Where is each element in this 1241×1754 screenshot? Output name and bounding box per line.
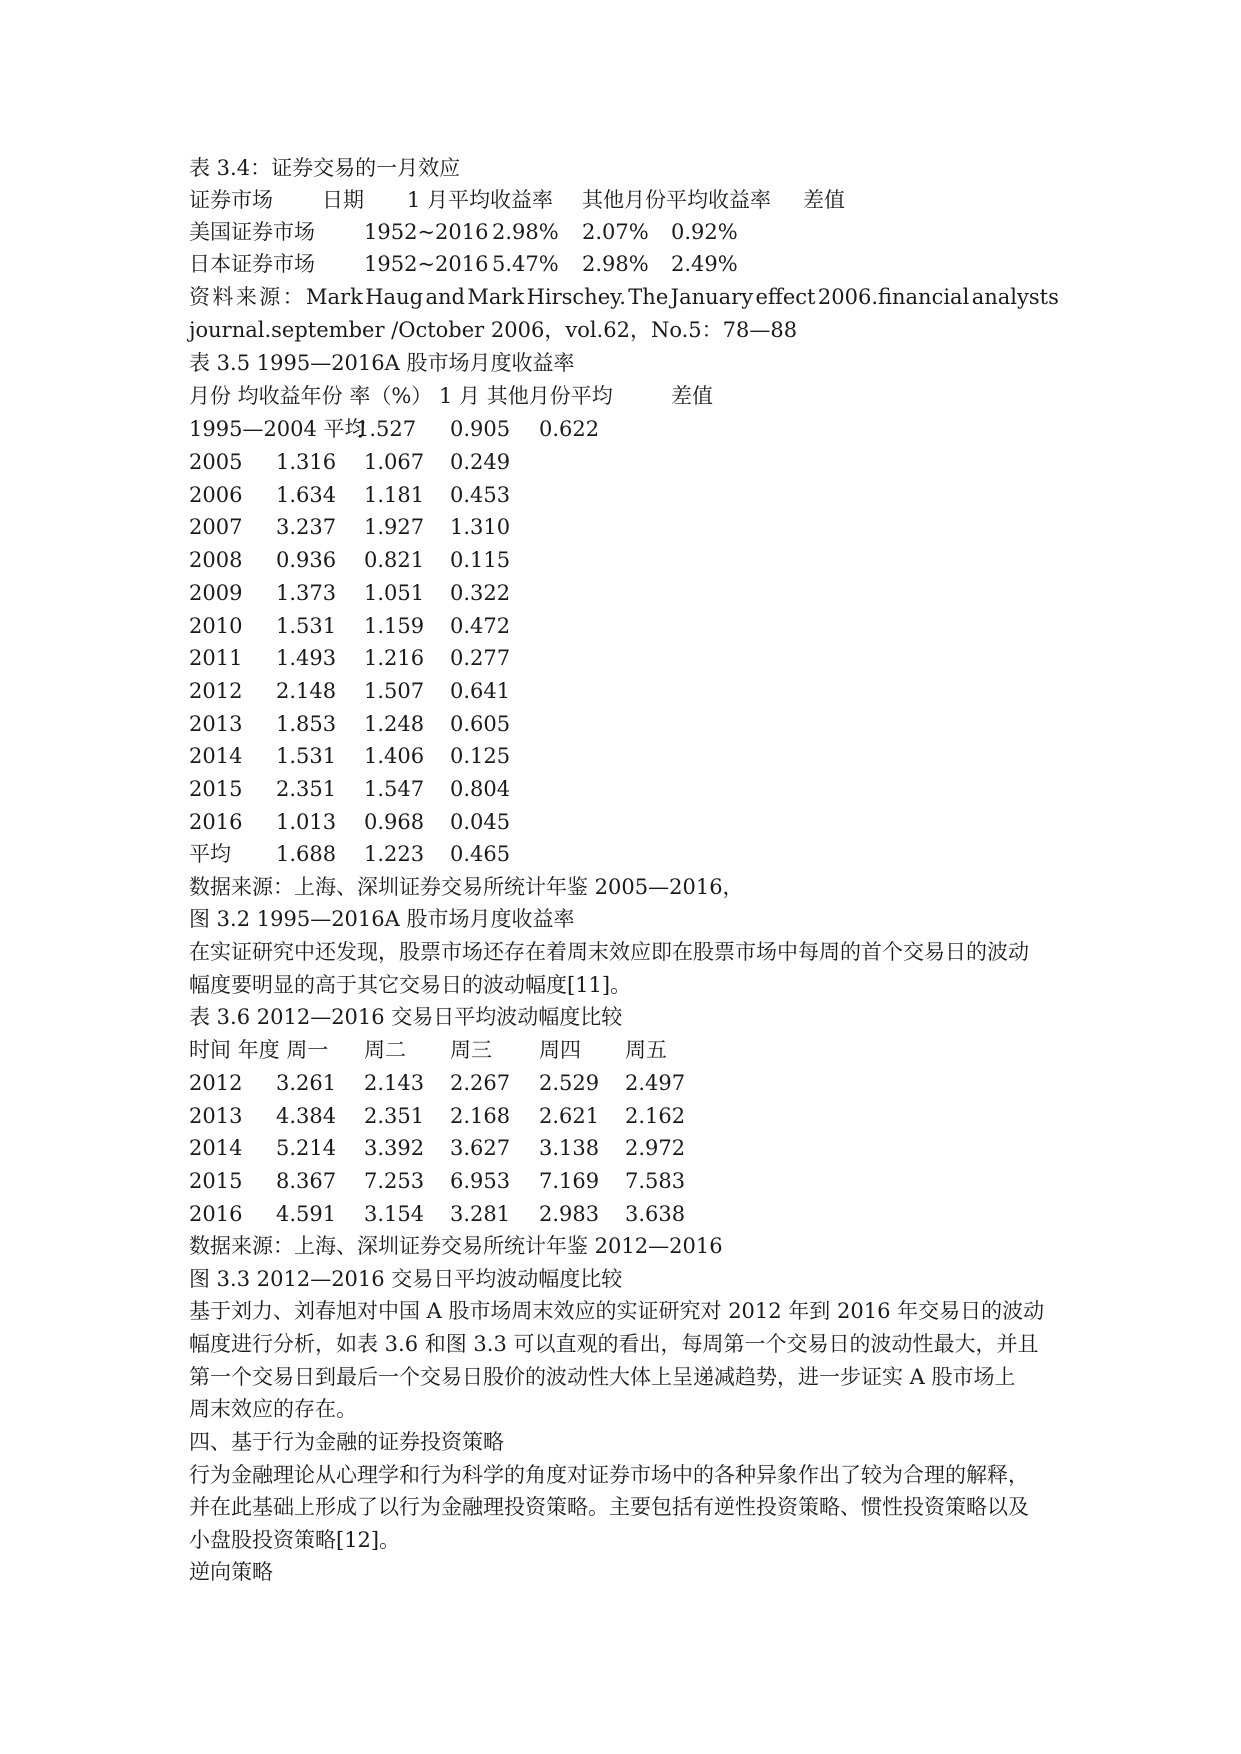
cell-value: 7.169 [539, 1169, 600, 1193]
cell-value: 1.051 [364, 581, 425, 605]
cell-value: 1.310 [450, 515, 511, 539]
cell-value: 0.641 [450, 679, 511, 703]
header-period: 时间 年度 周一 [189, 1038, 329, 1062]
cell-value: 0.045 [450, 810, 511, 834]
cell-value: 2.143 [364, 1071, 425, 1095]
source-word: 2006.financial [817, 285, 970, 309]
cell-value: 0.821 [364, 548, 425, 572]
cell-value: 4.384 [276, 1104, 337, 1128]
cell-value: 1.159 [364, 614, 425, 638]
paragraph-line: 在实证研究中还发现，股票市场还存在着周末效应即在股票市场中每周的首个交易日的波动 [189, 940, 1029, 964]
cell-value: 1.248 [364, 712, 425, 736]
cell-value: 1.493 [276, 646, 337, 670]
paragraph-line: 并在此基础上形成了以行为金融理投资策略。主要包括有逆性投资策略、惯性投资策略以及 [189, 1495, 1029, 1519]
cell-value: 1.223 [364, 842, 425, 866]
cell-value: 0.115 [450, 548, 511, 572]
cell-value: 2.351 [364, 1104, 425, 1128]
source-word: 源 [259, 285, 281, 309]
cell-value: 2.351 [276, 777, 337, 801]
header-market: 证券市场 [189, 188, 273, 212]
source-word: January [670, 285, 754, 309]
cell-value: 0.936 [276, 548, 337, 572]
cell-diff: 2.49% [671, 252, 738, 276]
cell-value: 0.277 [450, 646, 511, 670]
source-word: Mark [467, 285, 525, 309]
cell-value: 0.125 [450, 744, 511, 768]
cell-year: 2010 [189, 614, 243, 638]
cell-value: 1.216 [364, 646, 425, 670]
cell-market: 日本证券市场 [189, 252, 315, 276]
header-diff: 差值 [671, 384, 713, 408]
header-columns: 月份 均收益年份 率（%） 1 月 其他月份平均 [189, 384, 613, 408]
source-word: 料 [212, 285, 234, 309]
cell-year: 2013 [189, 1104, 243, 1128]
cell-value: 5.214 [276, 1136, 337, 1160]
source-word: Haug [365, 285, 424, 309]
cell-value: 1.067 [364, 450, 425, 474]
cell-value: 3.627 [450, 1136, 511, 1160]
cell-value: 3.638 [625, 1202, 686, 1226]
cell-jan: 5.47% [492, 252, 559, 276]
cell-value: 2.162 [625, 1104, 686, 1128]
cell-year: 2015 [189, 1169, 243, 1193]
cell-year: 2008 [189, 548, 243, 572]
cell-value: 0.905 [450, 417, 511, 441]
cell-value: 0.968 [364, 810, 425, 834]
cell-year: 2015 [189, 777, 243, 801]
paragraph-line: 幅度要明显的高于其它交易日的波动幅度[11]。 [189, 973, 632, 997]
cell-year: 2007 [189, 515, 243, 539]
cell-value: 2.621 [539, 1104, 600, 1128]
cell-value: 0.465 [450, 842, 511, 866]
cell-value: 4.591 [276, 1202, 337, 1226]
cell-year: 2012 [189, 679, 243, 703]
source-word: Hirschey. [526, 285, 626, 309]
cell-year: 2009 [189, 581, 243, 605]
cell-value: 1.547 [364, 777, 425, 801]
cell-year: 2005 [189, 450, 243, 474]
cell-value: 2.267 [450, 1071, 511, 1095]
cell-value: 0.804 [450, 777, 511, 801]
source-word: effect [755, 285, 816, 309]
header-other-months: 其他月份平均收益率 [582, 188, 771, 212]
paragraph-line: 基于刘力、刘春旭对中国 A 股市场周末效应的实证研究对 2012 年到 2016 年交易日的波动 [189, 1299, 1045, 1323]
cell-value: 1.853 [276, 712, 337, 736]
paragraph-line: 幅度进行分析，如表 3.6 和图 3.3 可以直观的看出，每周第一个交易日的波动性最大，并且 [189, 1332, 1039, 1356]
header-wed: 周三 [450, 1038, 492, 1062]
paragraph-line: 小盘股投资策略[12]。 [189, 1528, 401, 1552]
cell-value: 1.181 [364, 483, 425, 507]
figure-3-3-caption: 图 3.3 2012—2016 交易日平均波动幅度比较 [189, 1267, 623, 1291]
source-word: analysts [971, 285, 1059, 309]
cell-value: 3.154 [364, 1202, 425, 1226]
cell-value: 2.497 [625, 1071, 686, 1095]
table-3-6-title: 表 3.6 2012—2016 交易日平均波动幅度比较 [189, 1005, 623, 1029]
cell-value: 2.148 [276, 679, 337, 703]
cell-value: 2.972 [625, 1136, 686, 1160]
cell-value: 6.953 [450, 1169, 511, 1193]
cell-year: 2016 [189, 810, 243, 834]
cell-value: 3.261 [276, 1071, 337, 1095]
cell-value: 0.249 [450, 450, 511, 474]
cell-market: 美国证券市场 [189, 220, 315, 244]
cell-value: 7.583 [625, 1169, 686, 1193]
table-3-5-title: 表 3.5 1995—2016A 股市场月度收益率 [189, 351, 575, 375]
figure-3-2-caption: 图 3.2 1995—2016A 股市场月度收益率 [189, 907, 575, 931]
source-word: 资 [189, 285, 210, 309]
cell-value: 1.527 [356, 417, 417, 441]
cell-value: 0.472 [450, 614, 511, 638]
header-tue: 周二 [364, 1038, 406, 1062]
cell-period: 1995—2004 平均 [189, 417, 366, 441]
section-heading: 四、基于行为金融的证券投资策略 [189, 1430, 504, 1454]
table-3-4-source [189, 281, 1059, 313]
cell-year: 2014 [189, 744, 243, 768]
cell-value: 7.253 [364, 1169, 425, 1193]
cell-value: 1.531 [276, 744, 337, 768]
cell-value: 1.531 [276, 614, 337, 638]
cell-value: 1.507 [364, 679, 425, 703]
header-fri: 周五 [625, 1038, 667, 1062]
cell-value: 3.138 [539, 1136, 600, 1160]
source-word: The [628, 285, 669, 309]
cell-value: 3.237 [276, 515, 337, 539]
cell-value: 1.688 [276, 842, 337, 866]
header-jan-return: 1 月平均收益率 [407, 188, 554, 212]
cell-year: 2006 [189, 483, 243, 507]
cell-value: 1.406 [364, 744, 425, 768]
cell-value: 1.927 [364, 515, 425, 539]
cell-value: 0.622 [539, 417, 600, 441]
paragraph-line: 第一个交易日到最后一个交易日股价的波动性大体上呈递减趋势，进一步证实 A 股市场上 [189, 1365, 1016, 1389]
cell-value: 3.281 [450, 1202, 511, 1226]
cell-value: 8.367 [276, 1169, 337, 1193]
paragraph-line: 周末效应的存在。 [189, 1397, 357, 1421]
table-3-4-source-line2: journal.september /October 2006，vol.62，No.5：78—88 [189, 318, 798, 342]
cell-year: 平均 [189, 842, 231, 866]
cell-year: 2016 [189, 1202, 243, 1226]
cell-value: 0.322 [450, 581, 511, 605]
table-3-6-source: 数据来源：上海、深圳证券交易所统计年鉴 2012—2016 [189, 1234, 723, 1258]
source-word: Mark [306, 285, 363, 309]
cell-value: 0.605 [450, 712, 511, 736]
cell-jan: 2.98% [492, 220, 559, 244]
source-word: and [425, 285, 465, 309]
cell-value: 3.392 [364, 1136, 425, 1160]
header-diff: 差值 [803, 188, 845, 212]
table-3-5-source: 数据来源：上海、深圳证券交易所统计年鉴 2005—2016， [189, 875, 744, 899]
cell-value: 2.168 [450, 1104, 511, 1128]
header-date: 日期 [322, 188, 364, 212]
header-thu: 周四 [539, 1038, 581, 1062]
source-word: 来 [235, 285, 257, 309]
cell-date: 1952~2016 [364, 252, 489, 276]
cell-other: 2.98% [582, 252, 649, 276]
cell-value: 0.453 [450, 483, 511, 507]
cell-value: 1.316 [276, 450, 337, 474]
cell-value: 1.634 [276, 483, 337, 507]
cell-value: 1.013 [276, 810, 337, 834]
cell-diff: 0.92% [671, 220, 738, 244]
subheading: 逆向策略 [189, 1560, 273, 1584]
paragraph-line: 行为金融理论从心理学和行为科学的角度对证券市场中的各种异象作出了较为合理的解释， [189, 1463, 1029, 1487]
cell-other: 2.07% [582, 220, 649, 244]
cell-value: 2.983 [539, 1202, 600, 1226]
source-word: ： [282, 285, 304, 309]
cell-year: 2014 [189, 1136, 243, 1160]
cell-year: 2011 [189, 646, 243, 670]
table-3-4-title: 表 3.4：证券交易的一月效应 [189, 156, 461, 180]
cell-year: 2013 [189, 712, 243, 736]
cell-date: 1952~2016 [364, 220, 489, 244]
cell-value: 2.529 [539, 1071, 600, 1095]
cell-value: 1.373 [276, 581, 337, 605]
cell-year: 2012 [189, 1071, 243, 1095]
